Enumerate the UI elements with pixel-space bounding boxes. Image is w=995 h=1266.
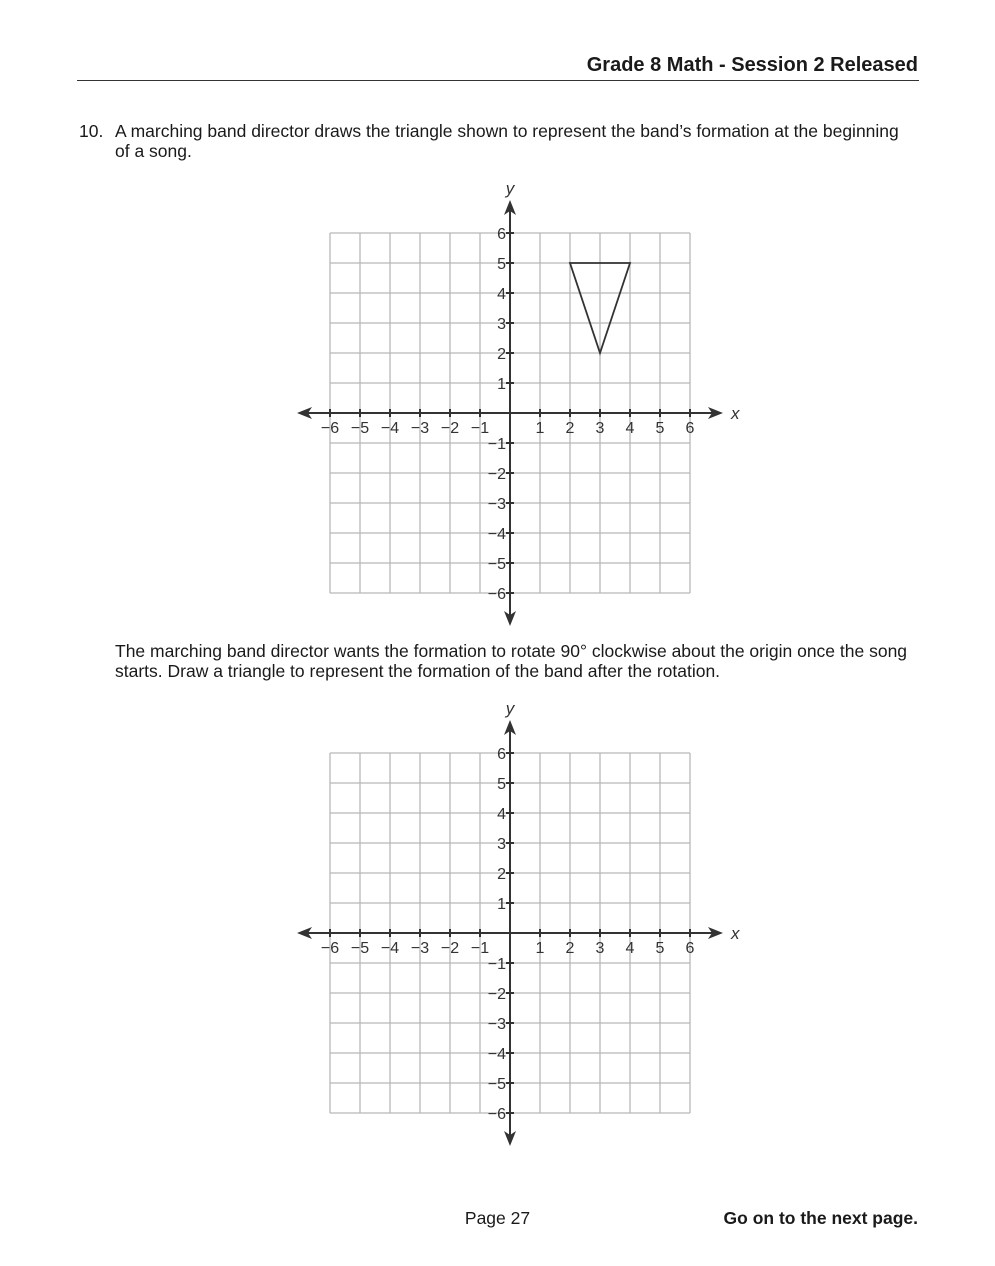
x-axis-label: x (731, 404, 740, 423)
x-tick-label: 3 (595, 940, 605, 957)
y-tick-label: −6 (487, 586, 506, 603)
y-tick-label: 3 (497, 316, 506, 333)
y-axis-label: y (505, 699, 515, 718)
question-number: 10. (79, 121, 104, 141)
x-tick-label: −6 (320, 420, 340, 437)
y-tick-label: 6 (497, 226, 506, 243)
y-axis-label: y (505, 179, 515, 198)
x-tick-label: 1 (535, 940, 545, 957)
y-tick-label: −1 (487, 956, 506, 973)
continue-note: Go on to the next page. (723, 1208, 918, 1228)
y-tick-label: 5 (497, 256, 506, 273)
instruction-text: The marching band director wants the formation to rotate 90° clockwise about the origin once the song starts. Draw a triangle to represent the formation of the band after the rotation. (115, 641, 908, 681)
x-tick-label: 4 (625, 420, 635, 437)
x-tick-label: 2 (565, 940, 575, 957)
x-tick-label: −1 (470, 420, 490, 437)
y-tick-label: 4 (497, 806, 506, 823)
x-tick-label: −4 (380, 420, 400, 437)
x-tick-label: −3 (410, 420, 430, 437)
x-tick-label: 5 (655, 940, 665, 957)
x-tick-label: −6 (320, 940, 340, 957)
y-tick-label: 3 (497, 836, 506, 853)
given-coordinate-grid (296, 179, 740, 621)
y-tick-label: 5 (497, 776, 506, 793)
x-tick-label: −5 (350, 420, 370, 437)
y-tick-label: −2 (487, 466, 506, 483)
page-header-title: Grade 8 Math - Session 2 Released (586, 54, 918, 76)
y-tick-label: 4 (497, 286, 506, 303)
y-tick-label: −1 (487, 436, 506, 453)
x-tick-label: 1 (535, 420, 545, 437)
x-tick-label: −5 (350, 940, 370, 957)
x-tick-label: −2 (440, 940, 460, 957)
y-tick-label: −4 (487, 1046, 506, 1063)
y-tick-label: 2 (497, 346, 506, 363)
y-tick-label: −5 (487, 1076, 506, 1093)
y-tick-label: −2 (487, 986, 506, 1003)
x-tick-label: −1 (470, 940, 490, 957)
x-axis-label: x (731, 924, 740, 943)
x-tick-label: −4 (380, 940, 400, 957)
header-divider (77, 80, 919, 81)
y-tick-label: 1 (497, 376, 506, 393)
x-tick-label: 6 (685, 420, 695, 437)
answer-coordinate-grid[interactable] (296, 699, 740, 1141)
question-text: A marching band director draws the triangle shown to represent the band’s formation at the beginning of a song. (115, 121, 899, 161)
y-tick-label: 6 (497, 746, 506, 763)
y-tick-label: 1 (497, 896, 506, 913)
x-tick-label: −2 (440, 420, 460, 437)
y-tick-label: 2 (497, 866, 506, 883)
x-tick-label: −3 (410, 940, 430, 957)
y-tick-label: −5 (487, 556, 506, 573)
x-tick-label: 3 (595, 420, 605, 437)
y-tick-label: −3 (487, 1016, 506, 1033)
page-number: Page 27 (464, 1208, 531, 1228)
x-tick-label: 4 (625, 940, 635, 957)
y-tick-label: −3 (487, 496, 506, 513)
x-tick-label: 6 (685, 940, 695, 957)
x-tick-label: 2 (565, 420, 575, 437)
y-tick-label: −4 (487, 526, 506, 543)
x-tick-label: 5 (655, 420, 665, 437)
y-tick-label: −6 (487, 1106, 506, 1123)
